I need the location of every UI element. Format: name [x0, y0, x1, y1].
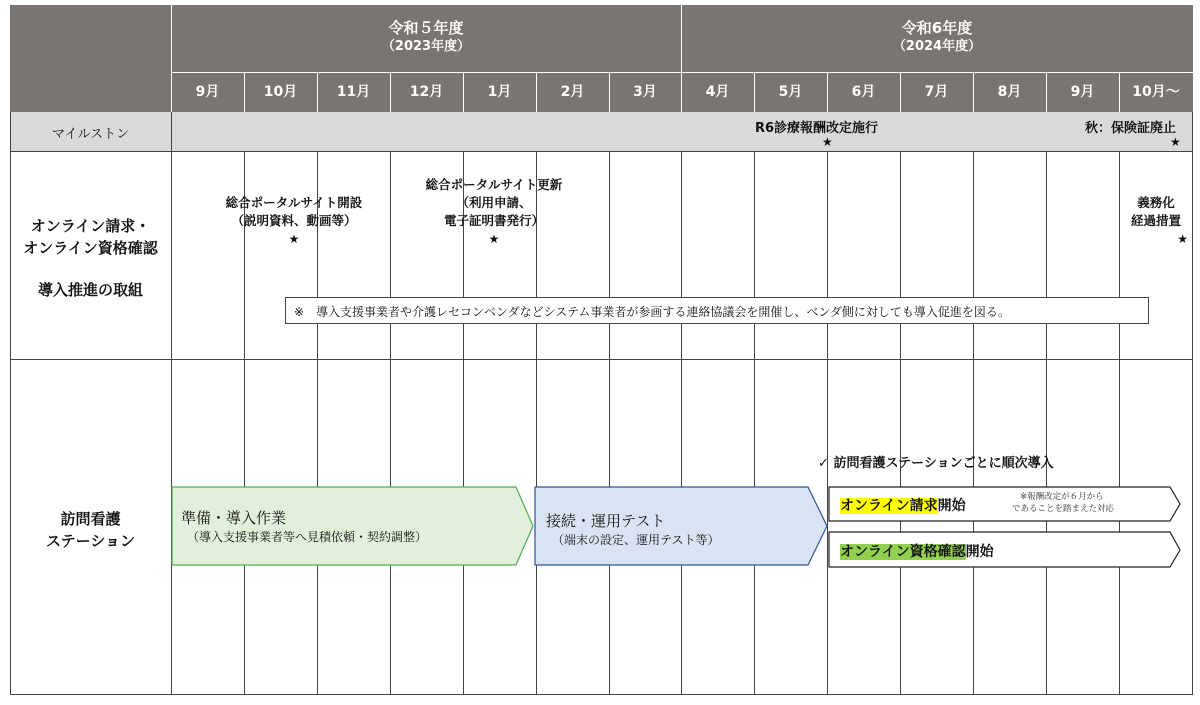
- online-row-label-line3: 導入推進の取組: [37, 281, 143, 299]
- qualification-start-label: [840, 541, 994, 561]
- month-cell: 2月: [560, 84, 585, 100]
- prep-arrow-subtitle: （導入支援事業者等へ見積依頼・契約調整）: [187, 530, 428, 544]
- test-arrow-text: [546, 511, 720, 548]
- month-cell: 3月: [633, 84, 657, 100]
- council-note-text: ※ 導入支援事業者や介護レセコンベンダなどシステム事業者が参画する連絡協議会を開催し、ベンダ側に対しても導入促進を図る。: [294, 305, 1010, 319]
- qualification-start-highlight: オンライン資格確認: [840, 544, 966, 560]
- station-row-label-line2: ステーション: [45, 532, 136, 550]
- prep-arrow-title: 準備・導入作業: [181, 509, 287, 527]
- month-cell: 10月～: [1132, 84, 1180, 100]
- star-icon: ★: [488, 232, 500, 246]
- month-cell: 8月: [997, 84, 1022, 100]
- era-right-subtitle: （2024年度）: [892, 39, 982, 54]
- month-cell: 5月: [778, 84, 803, 100]
- portal-open-line1: 総合ポータルサイト開設: [225, 195, 363, 210]
- star-icon: ★: [822, 135, 833, 149]
- star-icon: ★: [1177, 232, 1188, 246]
- claim-start-rest: 開始: [937, 498, 966, 514]
- month-cell: 9月: [1070, 84, 1095, 100]
- month-cell: 11月: [336, 84, 371, 100]
- claim-start-note-line1: ※報酬改定が６月から: [1020, 492, 1104, 502]
- month-cell: 6月: [851, 84, 876, 100]
- month-cell: 4月: [705, 84, 730, 100]
- star-icon: ★: [1170, 135, 1181, 149]
- portal-update-line1: 総合ポータルサイト更新: [425, 177, 563, 192]
- qualification-start-rest: 開始: [965, 544, 994, 560]
- era-left-subtitle: （2023年度）: [381, 39, 471, 54]
- era-left-title: 令和５年度: [388, 19, 464, 37]
- rollout-note-text: 訪問看護ステーションごとに順次導入: [833, 456, 1054, 471]
- online-row-label-line2: オンライン資格確認: [23, 239, 158, 257]
- month-cell: 9月: [195, 84, 220, 100]
- milestone-r6-text: R6診療報酬改定施行: [755, 121, 879, 136]
- month-cell: 10月: [263, 84, 298, 100]
- obligation-line2: 経過措置: [1130, 213, 1181, 228]
- test-arrow-subtitle: （端末の設定、運用テスト等）: [552, 533, 720, 547]
- milestone-label: マイルストン: [51, 127, 130, 142]
- star-icon: ★: [288, 232, 300, 246]
- claim-start-highlight: オンライン請求: [840, 498, 938, 514]
- portal-open-line2: （説明資料、動画等）: [231, 213, 357, 228]
- era-right-title: 令和6年度: [901, 19, 973, 37]
- month-cell: 1月: [487, 84, 512, 100]
- month-cell: 7月: [924, 84, 949, 100]
- milestone-aki-text: 秋：保険証廃止: [1085, 121, 1177, 136]
- month-cell: 12月: [409, 84, 444, 100]
- prep-arrow-text: [181, 508, 427, 545]
- obligation-line1: 義務化: [1137, 195, 1175, 210]
- rollout-note: [818, 452, 1054, 471]
- online-row-label-line1: オンライン請求・: [30, 217, 151, 235]
- portal-update-line3: 電子証明書発行）: [443, 213, 544, 228]
- station-row-label-line1: 訪問看護: [60, 510, 121, 528]
- test-arrow-title: 接続・運用テスト: [546, 512, 666, 530]
- claim-start-note: [1012, 491, 1115, 515]
- claim-start-label: [840, 495, 966, 515]
- claim-start-note-line2: であることを踏まえた対応: [1012, 504, 1115, 514]
- portal-update-line2: （利用申請、: [456, 195, 532, 210]
- check-icon: ✓: [818, 456, 829, 471]
